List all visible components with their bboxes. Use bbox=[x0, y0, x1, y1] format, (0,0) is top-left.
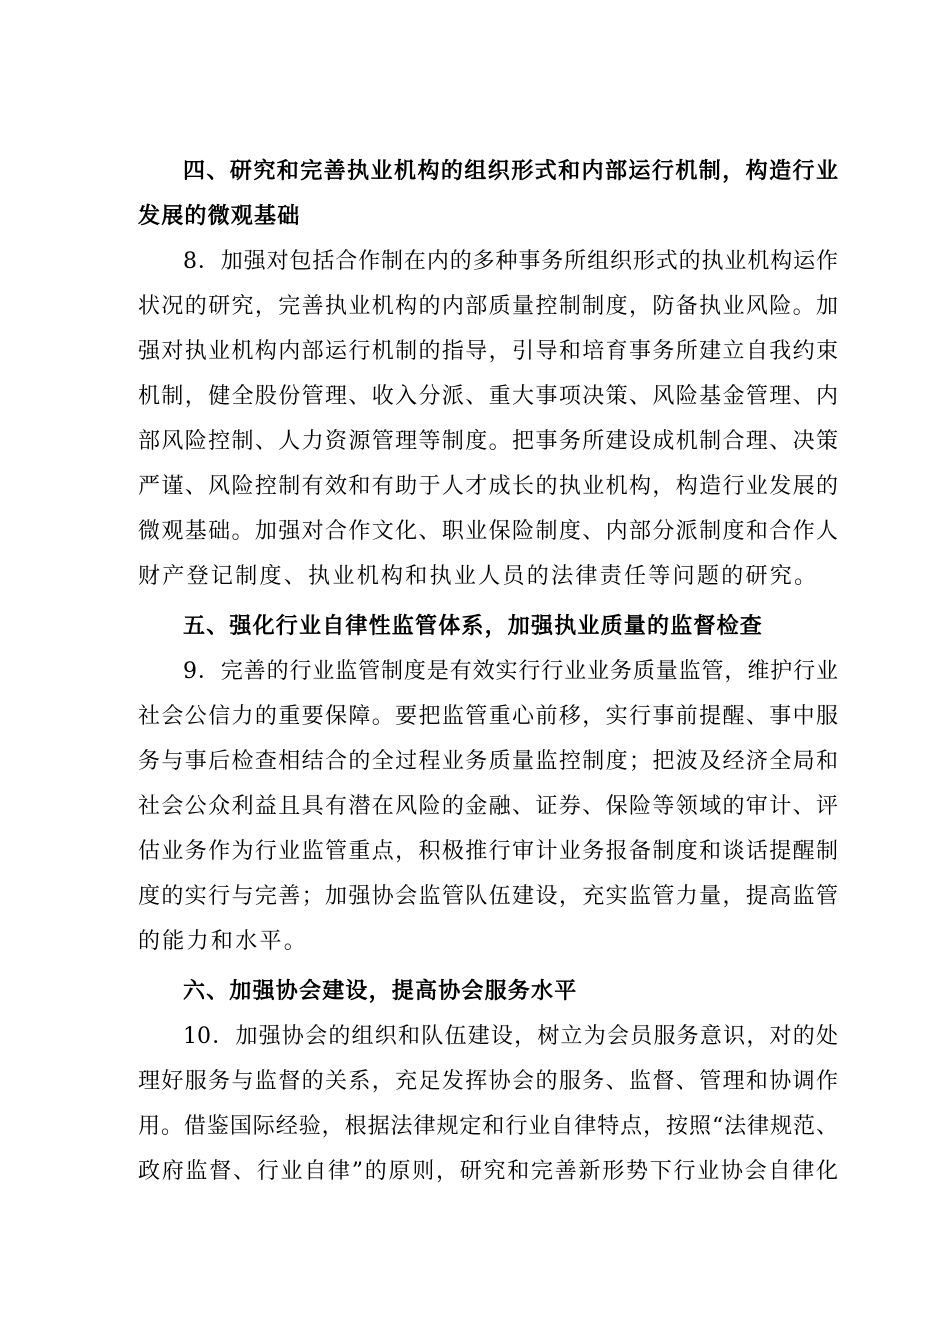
paragraph-line: 政府监督、行业自律”的原则，研究和完善新形势下行业协会自律化 bbox=[138, 1159, 838, 1184]
paragraph-line: 社会公信力的重要保障。要把监管重心前移，实行事前提醒、事中服 bbox=[138, 704, 838, 729]
section-heading-6: 六、加强协会建设，提高协会服务水平 bbox=[183, 979, 578, 1004]
paragraph-line: 财产登记制度、执业机构和执业人员的法律责任等问题的研究。 bbox=[138, 564, 819, 589]
paragraph-line: 强对执业机构内部运行机制的指导，引导和培育事务所建立自我约束 bbox=[138, 339, 838, 364]
section-heading-5: 五、强化行业自律性监管体系，加强执业质量的监督检查 bbox=[183, 614, 764, 639]
paragraph-line: 状况的研究，完善执业机构的内部质量控制制度，防备执业风险。加 bbox=[138, 294, 838, 319]
paragraph-line: 社会公众利益且具有潜在风险的金融、证券、保险等领域的审计、评 bbox=[138, 794, 838, 819]
paragraph-line: 理好服务与监督的关系，充足发挥协会的服务、监督、管理和协调作 bbox=[138, 1069, 838, 1094]
paragraph-line: 估业务作为行业监管重点，积极推行审计业务报备制度和谈话提醒制 bbox=[138, 839, 838, 864]
section-heading-4: 四、研究和完善执业机构的组织形式和内部运行机制，构造行业 bbox=[183, 159, 838, 184]
paragraph-line: 的能力和水平。 bbox=[138, 929, 309, 954]
paragraph-line: 严谨、风险控制有效和有助于人才成长的执业机构，构造行业发展的 bbox=[138, 474, 838, 499]
paragraph-line: 度的实行与完善；加强协会监管队伍建设，充实监管力量，提高监管 bbox=[138, 884, 838, 909]
paragraph-line: 微观基础。加强对合作文化、职业保险制度、内部分派制度和合作人 bbox=[138, 519, 838, 544]
paragraph-line: 部风险控制、人力资源管理等制度。把事务所建设成机制合理、决策 bbox=[138, 429, 838, 454]
paragraph-line: 8．加强对包括合作制在内的多种事务所组织形式的执业机构运作 bbox=[183, 249, 838, 274]
paragraph-line: 务与事后检查相结合的全过程业务质量监控制度；把波及经济全局和 bbox=[138, 749, 838, 774]
paragraph-line: 9．完善的行业监管制度是有效实行行业业务质量监管，维护行业 bbox=[183, 659, 838, 684]
section-heading-4-continued: 发展的微观基础 bbox=[138, 204, 301, 229]
paragraph-line: 用。借鉴国际经验，根据法律规定和行业自律特点，按照“法律规范、 bbox=[138, 1114, 838, 1139]
paragraph-line: 10．加强协会的组织和队伍建设，树立为会员服务意识，对的处 bbox=[183, 1024, 838, 1049]
paragraph-line: 机制，健全股份管理、收入分派、重大事项决策、风险基金管理、内 bbox=[138, 384, 838, 409]
